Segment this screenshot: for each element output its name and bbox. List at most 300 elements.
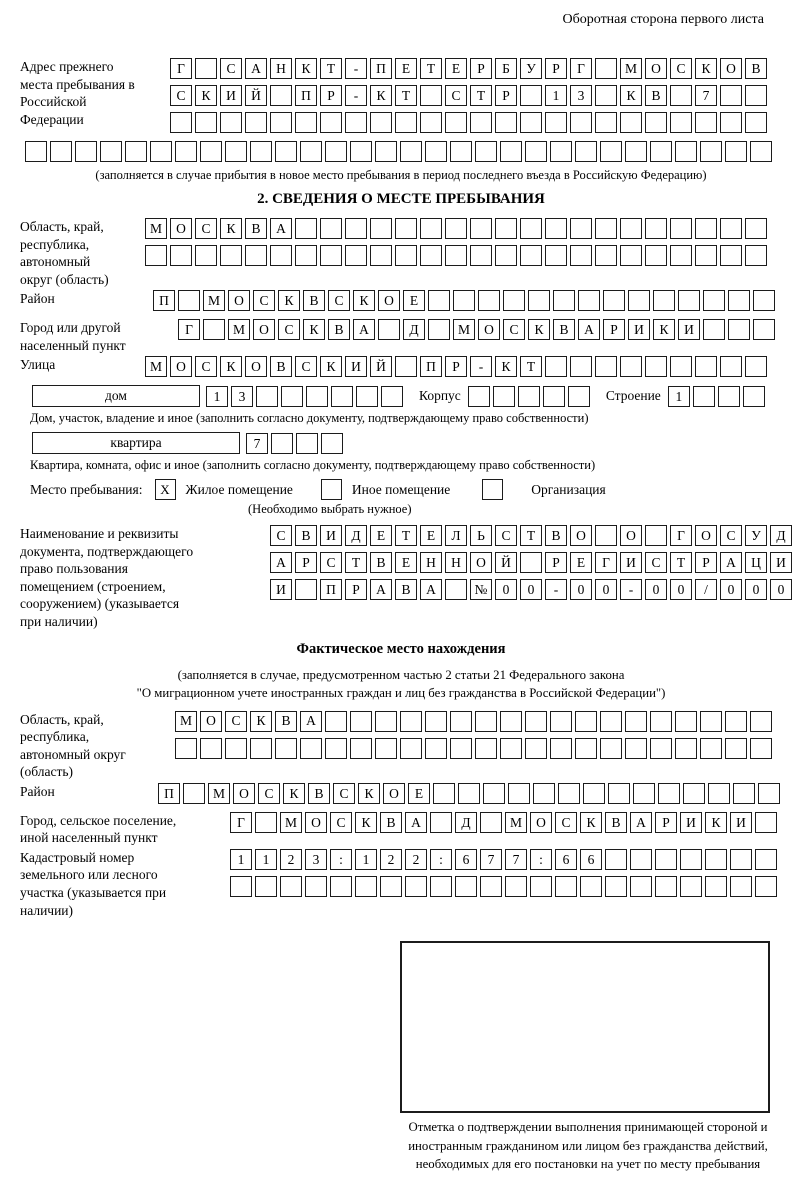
char-cell — [650, 141, 672, 162]
char-cell — [595, 85, 617, 106]
char-cell — [595, 58, 617, 79]
char-cell: Й — [495, 552, 517, 573]
char-cell — [430, 812, 452, 833]
char-cell — [655, 849, 677, 870]
char-cell: 6 — [580, 849, 602, 870]
char-cell: В — [328, 319, 350, 340]
char-cell: Р — [495, 85, 517, 106]
char-cell — [450, 141, 472, 162]
char-cell: М — [145, 356, 167, 377]
char-cell — [520, 218, 542, 239]
char-cell: И — [270, 579, 292, 600]
char-cell — [428, 319, 450, 340]
char-cell — [125, 141, 147, 162]
char-cell — [178, 290, 200, 311]
char-cell: К — [353, 290, 375, 311]
char-cell — [733, 783, 755, 804]
char-cell: Е — [445, 58, 467, 79]
char-cell: 3 — [305, 849, 327, 870]
char-cell — [595, 245, 617, 266]
char-cell: : — [430, 849, 452, 870]
char-cell — [608, 783, 630, 804]
char-cell: Д — [403, 319, 425, 340]
char-cell — [483, 783, 505, 804]
char-cell — [195, 58, 217, 79]
char-cell — [630, 876, 652, 897]
char-cell — [475, 711, 497, 732]
char-cell: С — [328, 290, 350, 311]
section2-title: 2. СВЕДЕНИЯ О МЕСТЕ ПРЕБЫВАНИЯ — [257, 191, 545, 207]
char-cell — [753, 319, 775, 340]
char-cell — [100, 141, 122, 162]
char-cell — [728, 319, 750, 340]
char-cell — [578, 290, 600, 311]
char-cell — [320, 112, 342, 133]
char-cell — [370, 112, 392, 133]
char-cell: К — [295, 58, 317, 79]
char-cell: 1 — [230, 849, 252, 870]
char-cell: С — [170, 85, 192, 106]
char-cell: Е — [395, 58, 417, 79]
char-cell — [378, 319, 400, 340]
actual-location-note-1: (заполняется в случае, предусмотренном частью 2 статьи 21 Федерального закона — [177, 667, 625, 682]
char-cell — [575, 711, 597, 732]
char-cell — [503, 290, 525, 311]
char-cell: / — [695, 579, 717, 600]
char-cell — [255, 876, 277, 897]
char-cell: С — [445, 85, 467, 106]
char-cell — [470, 245, 492, 266]
char-cell: Р — [320, 85, 342, 106]
char-cell — [595, 112, 617, 133]
stroenie-label: Строение — [605, 388, 661, 404]
char-cell — [381, 386, 403, 407]
house-number-cells — [206, 386, 403, 407]
char-cell — [620, 218, 642, 239]
char-cell: 3 — [570, 85, 592, 106]
char-cell: К — [220, 218, 242, 239]
previous-address-row-2 — [170, 85, 767, 106]
char-cell: 6 — [555, 849, 577, 870]
char-cell: У — [745, 525, 767, 546]
char-cell: Т — [395, 85, 417, 106]
char-cell: 0 — [745, 579, 767, 600]
char-cell — [345, 245, 367, 266]
char-cell — [250, 738, 272, 759]
char-cell — [558, 783, 580, 804]
char-cell: О — [530, 812, 552, 833]
char-cell: К — [653, 319, 675, 340]
actual-region-row-1 — [175, 711, 772, 732]
char-cell: П — [295, 85, 317, 106]
char-cell: О — [570, 525, 592, 546]
char-cell — [518, 386, 540, 407]
char-cell: Д — [455, 812, 477, 833]
char-cell — [330, 876, 352, 897]
char-cell — [570, 218, 592, 239]
char-cell — [270, 85, 292, 106]
char-cell — [730, 876, 752, 897]
char-cell — [625, 711, 647, 732]
stay-type-label: Место пребывания: — [30, 481, 143, 497]
char-cell — [595, 525, 617, 546]
char-cell: 1 — [545, 85, 567, 106]
char-cell — [395, 218, 417, 239]
char-cell — [605, 876, 627, 897]
char-cell: Т — [345, 552, 367, 573]
char-cell — [300, 738, 322, 759]
char-cell — [725, 738, 747, 759]
actual-region-label: Область, край, республика, автономный округ (область) — [20, 711, 126, 780]
char-cell: : — [530, 849, 552, 870]
char-cell: Е — [370, 525, 392, 546]
char-cell — [520, 245, 542, 266]
char-cell — [203, 319, 225, 340]
char-cell — [620, 356, 642, 377]
char-cell — [480, 812, 502, 833]
char-cell — [250, 141, 272, 162]
char-cell — [528, 290, 550, 311]
char-cell — [320, 218, 342, 239]
char-cell: К — [495, 356, 517, 377]
char-cell — [720, 356, 742, 377]
char-cell — [425, 738, 447, 759]
char-cell — [545, 218, 567, 239]
char-cell — [600, 711, 622, 732]
stay-type-checkbox-residential: X — [155, 479, 176, 500]
char-cell: О — [478, 319, 500, 340]
char-cell — [695, 112, 717, 133]
char-cell: С — [225, 711, 247, 732]
char-cell: 1 — [206, 386, 228, 407]
char-cell — [645, 245, 667, 266]
char-cell: А — [270, 552, 292, 573]
previous-address-note: (заполняется в случае прибытия в новое место пребывания в период последнего въезда в Российскую Федерацию) — [95, 168, 707, 182]
char-cell: 0 — [570, 579, 592, 600]
char-cell — [670, 218, 692, 239]
char-cell: 1 — [255, 849, 277, 870]
field-cadastral — [20, 849, 782, 919]
char-cell — [525, 738, 547, 759]
document-label: Наименование и реквизиты документа, подтверждающего право пользования помещением (строением, сооружением) (указывается при наличии) — [20, 526, 194, 630]
char-cell — [500, 141, 522, 162]
char-cell — [425, 711, 447, 732]
stroenie-cells — [668, 386, 765, 407]
char-cell — [325, 738, 347, 759]
char-cell — [553, 290, 575, 311]
char-cell — [495, 112, 517, 133]
char-cell — [755, 876, 777, 897]
char-cell: А — [353, 319, 375, 340]
char-cell — [505, 876, 527, 897]
char-cell: А — [300, 711, 322, 732]
char-cell — [183, 783, 205, 804]
char-cell — [670, 245, 692, 266]
char-cell — [281, 386, 303, 407]
char-cell: 0 — [595, 579, 617, 600]
char-cell — [620, 112, 642, 133]
char-cell — [708, 783, 730, 804]
char-cell — [275, 141, 297, 162]
char-cell: 1 — [355, 849, 377, 870]
char-cell: А — [578, 319, 600, 340]
char-cell: Т — [420, 58, 442, 79]
field-document — [20, 525, 786, 630]
char-cell: Г — [595, 552, 617, 573]
char-cell: К — [620, 85, 642, 106]
char-cell — [533, 783, 555, 804]
char-cell: В — [745, 58, 767, 79]
char-cell — [475, 738, 497, 759]
char-cell — [350, 711, 372, 732]
char-cell — [650, 711, 672, 732]
char-cell: Д — [770, 525, 792, 546]
char-cell: Р — [695, 552, 717, 573]
char-cell: К — [250, 711, 272, 732]
previous-address-row-3 — [170, 112, 767, 133]
char-cell — [620, 245, 642, 266]
char-cell — [495, 245, 517, 266]
char-cell — [678, 290, 700, 311]
apartment-line — [32, 432, 782, 454]
document-row-3 — [270, 579, 792, 600]
char-cell — [295, 245, 317, 266]
char-cell: В — [605, 812, 627, 833]
district-label: Район — [20, 291, 55, 307]
region-label: Область, край, республика, автономный округ (область) — [20, 219, 109, 287]
char-cell — [295, 579, 317, 600]
char-cell — [525, 141, 547, 162]
char-cell — [758, 783, 780, 804]
char-cell — [545, 356, 567, 377]
char-cell: С — [278, 319, 300, 340]
char-cell: У — [520, 58, 542, 79]
char-cell — [400, 141, 422, 162]
char-cell: С — [333, 783, 355, 804]
field-city — [20, 319, 782, 354]
char-cell: С — [258, 783, 280, 804]
char-cell — [325, 711, 347, 732]
char-cell — [445, 112, 467, 133]
char-cell — [725, 711, 747, 732]
char-cell — [680, 849, 702, 870]
char-cell — [475, 141, 497, 162]
char-cell: И — [320, 525, 342, 546]
char-cell: 0 — [770, 579, 792, 600]
char-cell: 0 — [670, 579, 692, 600]
char-cell — [530, 876, 552, 897]
char-cell: С — [253, 290, 275, 311]
stay-type-option-organization: Организация — [531, 481, 606, 497]
char-cell: П — [370, 58, 392, 79]
street-row — [145, 356, 767, 377]
char-cell: О — [620, 525, 642, 546]
char-cell — [525, 711, 547, 732]
char-cell: Е — [420, 525, 442, 546]
char-cell: М — [620, 58, 642, 79]
char-cell: И — [345, 356, 367, 377]
char-cell — [345, 112, 367, 133]
char-cell — [450, 711, 472, 732]
char-cell — [745, 245, 767, 266]
char-cell — [625, 738, 647, 759]
char-cell: В — [553, 319, 575, 340]
char-cell: П — [158, 783, 180, 804]
char-cell: 2 — [280, 849, 302, 870]
char-cell: Н — [420, 552, 442, 573]
char-cell: А — [245, 58, 267, 79]
char-cell — [256, 386, 278, 407]
char-cell — [478, 290, 500, 311]
char-cell: Г — [670, 525, 692, 546]
char-cell: 7 — [480, 849, 502, 870]
char-cell — [200, 141, 222, 162]
char-cell: В — [308, 783, 330, 804]
char-cell — [545, 112, 567, 133]
char-cell — [500, 711, 522, 732]
char-cell — [630, 849, 652, 870]
char-cell: О — [170, 356, 192, 377]
char-cell: М — [280, 812, 302, 833]
char-cell — [350, 141, 372, 162]
document-row-1 — [270, 525, 792, 546]
char-cell — [445, 218, 467, 239]
char-cell: - — [345, 58, 367, 79]
char-cell — [245, 112, 267, 133]
char-cell: В — [275, 711, 297, 732]
char-cell — [755, 812, 777, 833]
char-cell: Г — [570, 58, 592, 79]
char-cell — [755, 849, 777, 870]
char-cell: О — [695, 525, 717, 546]
char-cell: И — [678, 319, 700, 340]
char-cell: Н — [270, 58, 292, 79]
city-row — [178, 319, 775, 340]
char-cell: С — [330, 812, 352, 833]
char-cell — [356, 386, 378, 407]
char-cell: И — [730, 812, 752, 833]
char-cell: О — [245, 356, 267, 377]
char-cell: Ц — [745, 552, 767, 573]
char-cell — [375, 738, 397, 759]
char-cell: О — [233, 783, 255, 804]
char-cell — [400, 711, 422, 732]
char-cell — [600, 738, 622, 759]
char-cell: К — [320, 356, 342, 377]
char-cell — [320, 245, 342, 266]
char-cell — [50, 141, 72, 162]
char-cell: 7 — [505, 849, 527, 870]
char-cell — [718, 386, 740, 407]
field-street — [20, 356, 782, 383]
char-cell — [321, 433, 343, 454]
char-cell: В — [303, 290, 325, 311]
char-cell — [175, 738, 197, 759]
char-cell: И — [628, 319, 650, 340]
char-cell: Т — [320, 58, 342, 79]
char-cell — [625, 141, 647, 162]
previous-address-label: Адрес прежнего места пребывания в Российской Федерации — [20, 59, 135, 127]
char-cell: Р — [295, 552, 317, 573]
apartment-cells — [246, 433, 343, 454]
stamp-caption: Отметка о подтверждении выполнения принимающей стороной и иностранным гражданином или лицом без гражданства действий, необходимых для его постановки на учет по месту пребывания — [408, 1120, 768, 1172]
char-cell — [453, 290, 475, 311]
char-cell — [700, 738, 722, 759]
char-cell — [375, 141, 397, 162]
char-cell — [658, 783, 680, 804]
char-cell — [75, 141, 97, 162]
char-cell: М — [453, 319, 475, 340]
char-cell — [270, 112, 292, 133]
char-cell — [470, 112, 492, 133]
char-cell: Р — [545, 58, 567, 79]
char-cell — [570, 356, 592, 377]
char-cell — [420, 245, 442, 266]
char-cell: С — [220, 58, 242, 79]
char-cell: С — [270, 525, 292, 546]
char-cell: А — [370, 579, 392, 600]
char-cell — [670, 112, 692, 133]
char-cell: А — [270, 218, 292, 239]
char-cell — [275, 738, 297, 759]
char-cell — [745, 85, 767, 106]
char-cell: В — [245, 218, 267, 239]
char-cell: К — [695, 58, 717, 79]
char-cell: М — [208, 783, 230, 804]
char-cell — [645, 218, 667, 239]
char-cell — [645, 112, 667, 133]
char-cell: А — [630, 812, 652, 833]
char-cell: В — [380, 812, 402, 833]
char-cell — [445, 245, 467, 266]
stamp-box — [400, 941, 770, 1113]
char-cell — [725, 141, 747, 162]
char-cell: Р — [345, 579, 367, 600]
char-cell — [550, 738, 572, 759]
char-cell — [550, 711, 572, 732]
char-cell — [395, 112, 417, 133]
char-cell: П — [153, 290, 175, 311]
char-cell — [580, 876, 602, 897]
char-cell — [395, 245, 417, 266]
char-cell — [745, 356, 767, 377]
char-cell — [693, 386, 715, 407]
char-cell: А — [405, 812, 427, 833]
char-cell: О — [383, 783, 405, 804]
char-cell: С — [295, 356, 317, 377]
char-cell — [720, 245, 742, 266]
char-cell: 2 — [405, 849, 427, 870]
char-cell — [703, 319, 725, 340]
char-cell — [595, 356, 617, 377]
char-cell: - — [545, 579, 567, 600]
char-cell — [705, 849, 727, 870]
char-cell: М — [228, 319, 250, 340]
char-cell: Е — [403, 290, 425, 311]
char-cell: О — [470, 552, 492, 573]
char-cell — [230, 876, 252, 897]
stay-type-option-other: Иное помещение — [351, 481, 451, 497]
char-cell: Г — [178, 319, 200, 340]
char-cell: О — [305, 812, 327, 833]
char-cell — [703, 290, 725, 311]
char-cell: М — [175, 711, 197, 732]
char-cell — [655, 876, 677, 897]
char-cell — [680, 876, 702, 897]
char-cell: К — [303, 319, 325, 340]
char-cell: 6 — [455, 849, 477, 870]
char-cell: Р — [603, 319, 625, 340]
